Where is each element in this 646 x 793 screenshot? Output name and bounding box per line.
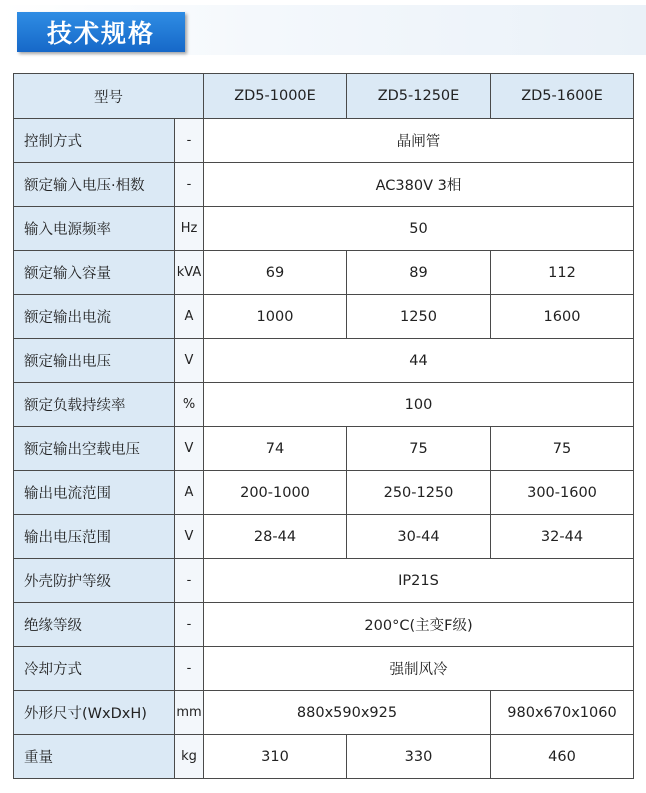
row-label: 外形尺寸(WxDxH): [14, 691, 175, 735]
row-value: 74: [204, 427, 347, 471]
row-unit: A: [175, 471, 204, 515]
row-value: 880x590x925: [204, 691, 491, 735]
row-unit: mm: [175, 691, 204, 735]
table-row: [14, 647, 634, 691]
table-row: [14, 471, 634, 515]
header-model-2: ZD5-1250E: [347, 74, 491, 119]
row-value: 44: [204, 339, 634, 383]
table-row: [14, 119, 634, 163]
row-label: 额定输入电压·相数: [14, 163, 175, 207]
table-row: [14, 603, 634, 647]
row-label: 输入电源频率: [14, 207, 175, 251]
row-value: 69: [204, 251, 347, 295]
row-label: 额定负载持续率: [14, 383, 175, 427]
table-row: [14, 691, 634, 735]
row-value: AC380V 3相: [204, 163, 634, 207]
row-unit: %: [175, 383, 204, 427]
row-value: 460: [491, 735, 634, 779]
row-unit: kVA: [175, 251, 204, 295]
row-label: 额定输入容量: [14, 251, 175, 295]
table-row: [14, 383, 634, 427]
header-model-label: 型号: [14, 74, 204, 119]
row-value: 100: [204, 383, 634, 427]
row-label: 输出电压范围: [14, 515, 175, 559]
row-unit: V: [175, 515, 204, 559]
row-label: 冷却方式: [14, 647, 175, 691]
row-value: 980x670x1060: [491, 691, 634, 735]
row-label: 输出电流范围: [14, 471, 175, 515]
row-unit: V: [175, 339, 204, 383]
row-value: 1600: [491, 295, 634, 339]
row-value: 强制风冷: [204, 647, 634, 691]
row-label: 额定输出电压: [14, 339, 175, 383]
row-unit: -: [175, 163, 204, 207]
row-label: 控制方式: [14, 119, 175, 163]
row-label: 外壳防护等级: [14, 559, 175, 603]
table-row: [14, 295, 634, 339]
row-label: 绝缘等级: [14, 603, 175, 647]
row-value: 89: [347, 251, 491, 295]
row-value: 200-1000: [204, 471, 347, 515]
row-unit: -: [175, 559, 204, 603]
row-unit: Hz: [175, 207, 204, 251]
row-unit: -: [175, 119, 204, 163]
table-row: [14, 515, 634, 559]
row-unit: V: [175, 427, 204, 471]
table-row: [14, 163, 634, 207]
row-value: 1250: [347, 295, 491, 339]
table-row: [14, 207, 634, 251]
row-value: 晶闸管: [204, 119, 634, 163]
row-value: 330: [347, 735, 491, 779]
header-model-1: ZD5-1000E: [204, 74, 347, 119]
row-value: 32-44: [491, 515, 634, 559]
row-value: 200°C(主变F级): [204, 603, 634, 647]
row-unit: -: [175, 603, 204, 647]
row-value: 75: [347, 427, 491, 471]
row-value: 310: [204, 735, 347, 779]
row-label: 额定输出电流: [14, 295, 175, 339]
table-row: [14, 427, 634, 471]
row-unit: kg: [175, 735, 204, 779]
row-value: 112: [491, 251, 634, 295]
row-label: 重量: [14, 735, 175, 779]
row-label: 额定输出空载电压: [14, 427, 175, 471]
row-value: 300-1600: [491, 471, 634, 515]
row-value: 75: [491, 427, 634, 471]
row-value: 50: [204, 207, 634, 251]
row-value: 1000: [204, 295, 347, 339]
row-unit: -: [175, 647, 204, 691]
table-header-row: [14, 74, 634, 119]
row-value: 28-44: [204, 515, 347, 559]
table-row: [14, 251, 634, 295]
table-row: [14, 339, 634, 383]
row-value: 30-44: [347, 515, 491, 559]
row-value: 250-1250: [347, 471, 491, 515]
spec-table: [13, 73, 634, 779]
row-value: IP21S: [204, 559, 634, 603]
table-row: [14, 735, 634, 779]
row-unit: A: [175, 295, 204, 339]
header-model-3: ZD5-1600E: [491, 74, 634, 119]
page-title: 技术规格: [17, 12, 185, 52]
table-row: [14, 559, 634, 603]
